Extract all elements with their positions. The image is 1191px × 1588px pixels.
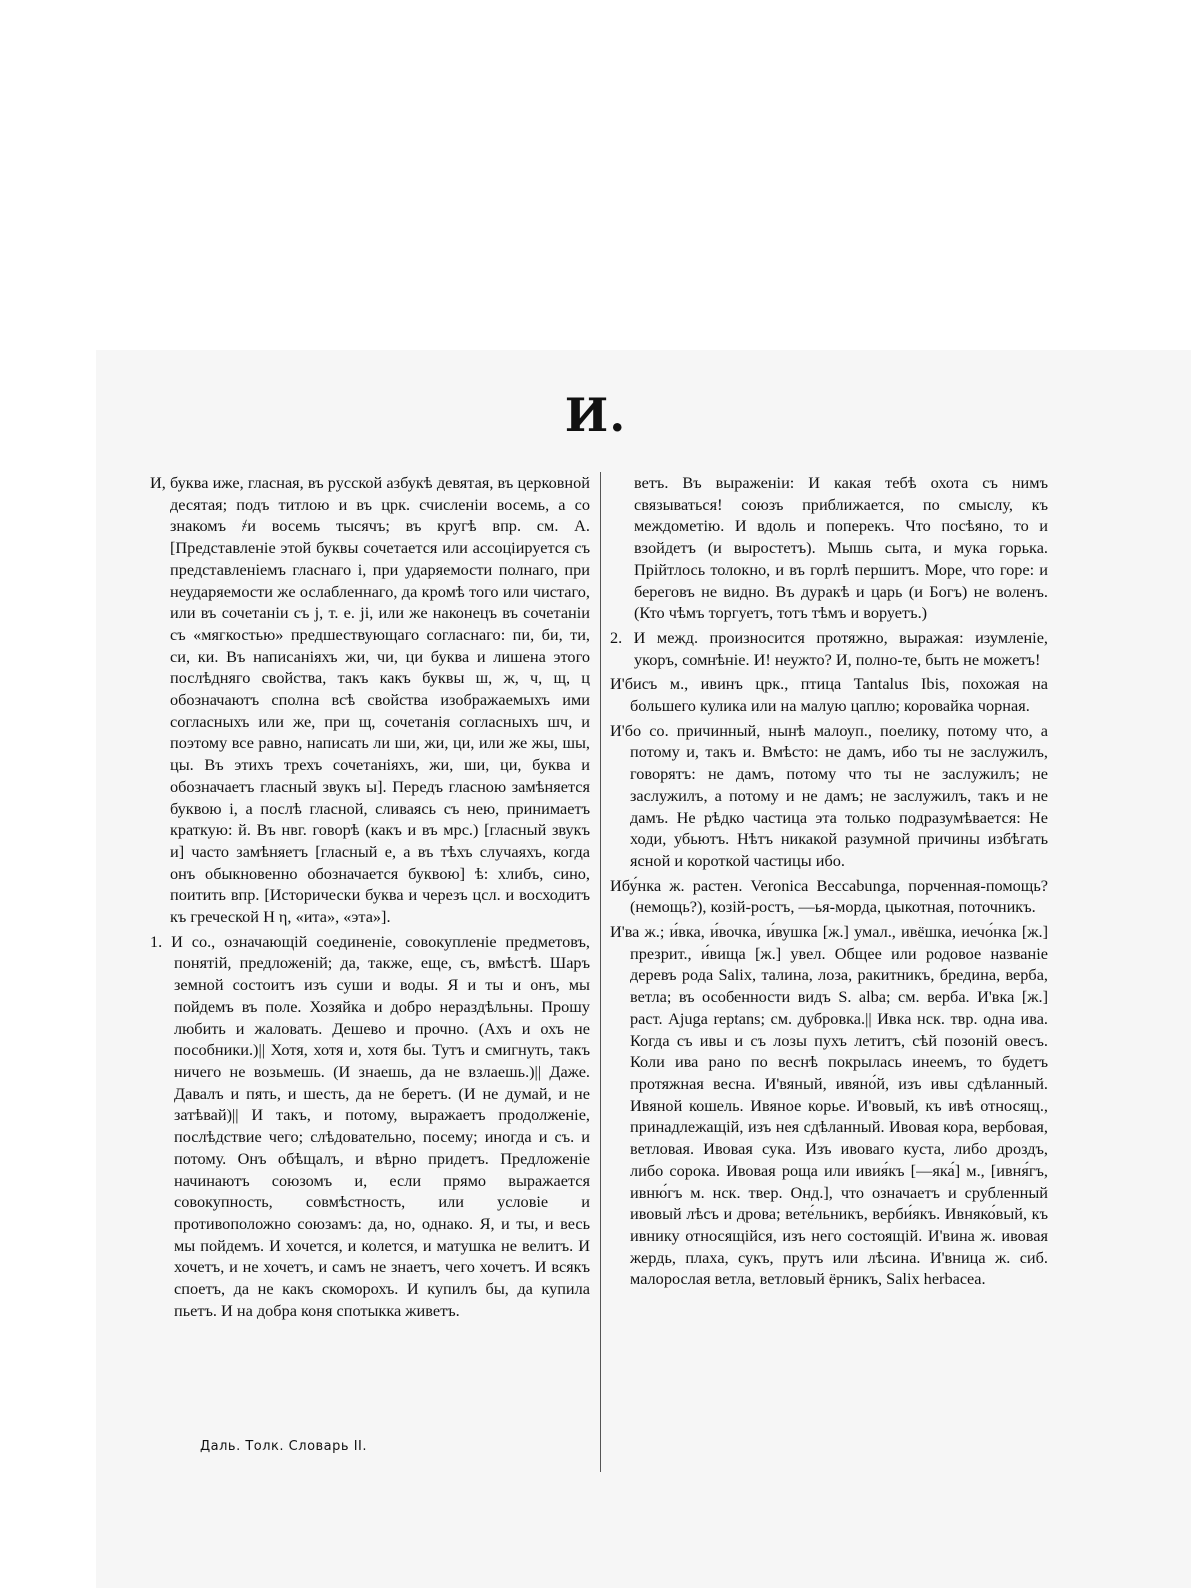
right-column	[610, 472, 1048, 1293]
entry-ibunka: Ибу́нка ж. растен. Veronica Beccabunga, порченная-помощь? (немощь?), козій-ростъ, —ья-морда, цыкотная, поточникъ.	[610, 875, 1048, 917]
entry-iva: И'ва ж.; и́вка, и́вочка, и́вушка [ж.] умал., ивёшка, иечо́нка [ж.] презрит., и́вища [ж.] увел. Общее или родовое названіе деревъ рода Salix, талина, лоза, ракитникъ, бредина, верба, ветла; въ особенности видъ S. alba; см. верба. И'вка [ж.] раст. Ajuga reptans; см. дубровка.|| Ивка нск. твр. одна ива. Когда съ ивы и съ лозы пухъ летитъ, сѣй позоній овесъ. Коли ива рано по веснѣ покрылась инеемъ, то будетъ протяжная весна. И'вяный, ивяно́й, изъ ивы сдѣланный. Ивяной кошель. Ивяное корье. И'вовый, къ ивѣ относящ., принадлежащій, изъ нея сдѣланный. Ивовая кора, вербовая, ветловая. Ивовая сука. Изъ ивоваго куста, либо дроздъ, либо сорока. Ивовая роща или ивия́къ [—яка́] м., [ивня́гъ, ивню́гъ м. нск. твер. Онд.], что означаетъ и срубленный ивовый лѣсъ и дрова; вете́льникъ, верби́якъ. Ивняко́вый, къ ивнику относящійся, изъ него состоящій. И'вина ж. ивовая жердь, плаха, сукъ, прутъ или лѣсина. И'вница ж. сиб. малорослая ветла, ветловый ёрникъ, Salix herbacea.	[610, 922, 1048, 1289]
column-divider	[600, 472, 601, 1472]
left-column	[150, 472, 590, 1324]
entry-ibo: И'бо со. причинный, нынѣ малоуп., поелику, потому что, а потому и, такъ и. Вмѣсто: не дамъ, ибо ты не заслужилъ, говорятъ: не дамъ, потому что ты не заслужилъ; не заслужилъ, а потому и не дамъ; не заслужилъ, такъ и не дамъ. Не рѣдко частица эта только подразумѣвается: Не ходи, убьютъ. Нѣтъ никакой разумной причины избѣгать ясной и короткой частицы ибо.	[610, 720, 1048, 870]
entry-i-conjunction: 1. И со., означающій соединеніе, совокупленіе предметовъ, понятій, предложеній; да, также, еще, съ, вмѣстѣ. Шаръ земной состоитъ изъ суши и воды. Я и ты и онъ, мы пойдемъ въ поле. Хозяйка и добро нераздѣльны. Прошу любить и жаловать. Дешево и прочно. (Ахъ и охъ не пособники.)|| Хотя, хотя и, хотя бы. Тутъ и смигнуть, такъ ничего не возьмешь. (И знаешь, да не взлаешь.)|| Даже. Давалъ и пять, и шесть, да не беретъ. (И не думай, и не затѣвай)|| И такъ, и потому, выражаетъ продолженіе, послѣдствие чего; слѣдовательно, посему; иногда и съ. и потому. Онъ обѣщалъ, и вѣрно придетъ. Предложеніе начинаютъ союзомъ и, если прямо выражается совокупность, совмѣстность, или условіе и противоположно союзамъ: да, но, однако. Я, и ты, и весь мы пойдемъ. И хочется, и колется, и матушка не велитъ. И хочетъ, и не хочетъ, и самъ не знаетъ, чего хочетъ. И всякъ споетъ, да не какъ скоморохъ. И купилъ бы, да купила пьетъ. И на добра коня спотыкка живетъ.	[150, 931, 590, 1320]
entry-i-letter: И, буква иже, гласная, въ русской азбукѣ девятая, въ церковной десятая; подъ титлою и въ црк. счисленіи восемь, а со знакомъ ҂и восемь тысячъ; въ кругѣ впр. см. А. [Представленіе этой буквы сочетается или ассоціируется съ представленіемъ гласнаго і, при ударяемости полнаго, при неударяемости же ослабленнаго, да кромѣ того или чистаго, или въ сочетаніи съ j, т. е. ji, или же наконецъ въ сочетаніи съ «мягкостью» предшествующаго согласнаго: пи, би, ти, си, ки. Въ написаніяхъ жи, чи, ци буква и лишена этого послѣдняго свойства, такъ какъ буквы ш, ж, ч, щ, ц обозначаютъ сполна всѣ свойства изображаемыхъ ими согласныхъ или же, при щ, сочетанія согласныхъ шч, и поэтому все равно, написать ли ши, жи, ци, или же жы, шы, цы. Въ этихъ трехъ сочетаніяхъ, жи, ши, ци, буква и обозначаетъ гласный звукъ ы]. Передъ гласною замѣняется буквою і, а послѣ гласной, сливаясь съ нею, принимаетъ краткую: й. Въ нвг. говорѣ (какъ и въ мрс.) [гласный звукъ и] часто замѣняетъ [гласный е, а въ тѣхъ случаяхъ, когда онъ обыкновенно обозначается буквою] ѣ: хлибъ, сино, поитить впр. [Исторически буква и черезъ цсл. и восходитъ къ греческой Η η, «ита», «эта»].	[150, 473, 590, 927]
entry-ibis: И'бисъ м., ивинъ црк., птица Tantalus Ibis, похожая на большего кулика или на малую цаплю; коровайка чорная.	[610, 674, 1048, 716]
page-title: И.	[564, 388, 627, 442]
page-footer: Даль. Толк. Словарь II.	[200, 1439, 367, 1454]
entry-i-interjection: 2. И межд. произносится протяжно, выражая: изумленіе, укоръ, сомнѣніе. И! неужто? И, полно-те, быть не можетъ!	[610, 627, 1048, 669]
entry-continuation: ветъ. Въ выраженіи: И какая тебѣ охота съ нимъ связываться! союзъ приближается, по смыслу, къ междометію. И вдоль и поперекъ. Что посѣяно, то и взойдетъ (и выростетъ). Мышь сыта, и мука горька. Прійтлось толокно, и въ горлѣ першитъ. Море, что горе: и береговъ не видно. Въ дуракѣ и царь (и Богъ) не воленъ. (Кто чѣмъ торгуетъ, тотъ тѣмъ и воруетъ.)	[634, 473, 1048, 623]
